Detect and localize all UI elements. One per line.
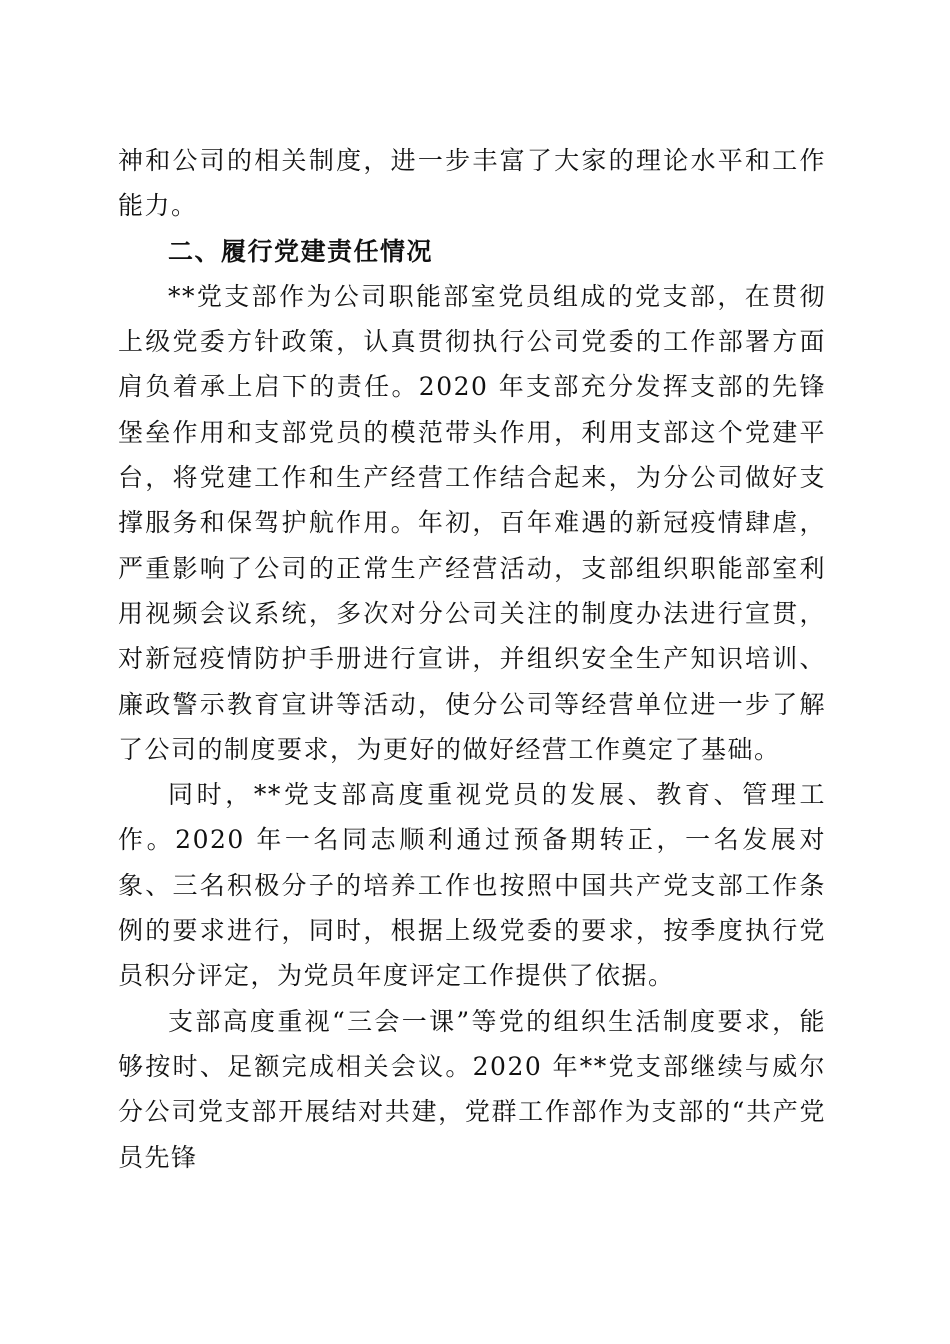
document-body <box>118 138 826 1180</box>
paragraph-continuation: 神和公司的相关制度，进一步丰富了大家的理论水平和工作能力。 <box>118 146 826 221</box>
paragraph-member-development: 同时，**党支部高度重视党员的发展、教育、管理工作。2020 年一名同志顺利通过预备期转正，一名发展对象、三名积极分子的培养工作也按照中国共产党支部工作条例的要求进行，同时，根据上级党委的要求，按季度执行党员积分评定，为党员年度评定工作提供了依据。 <box>118 780 826 991</box>
paragraph-organizational-life: 支部高度重视“三会一课”等党的组织生活制度要求，能够按时、足额完成相关会议。2020 年**党支部继续与威尔分公司党支部开展结对共建，党群工作部作为支部的“共产党员先锋 <box>118 1006 826 1172</box>
paragraph-party-responsibility: **党支部作为公司职能部室党员组成的党支部，在贯彻上级党委方针政策，认真贯彻执行公司党委的工作部署方面肩负着承上启下的责任。2020 年支部充分发挥支部的先锋堡垒作用和支部党员的模范带头作用，利用支部这个党建平台，将党建工作和生产经营工作结合起来，为分公司做好支撑服务和保驾护航作用。年初，百年难遇的新冠疫情肆虐，严重影响了公司的正常生产经营活动，支部组织职能部室利用视频会议系统，多次对分公司关注的制度办法进行宣贯，对新冠疫情防护手册进行宣讲，并组织安全生产知识培训、廉政警示教育宣讲等活动，使分公司等经营单位进一步了解了公司的制度要求，为更好的做好经营工作奠定了基础。 <box>118 281 826 764</box>
section-heading: 二、履行党建责任情况 <box>168 236 434 266</box>
